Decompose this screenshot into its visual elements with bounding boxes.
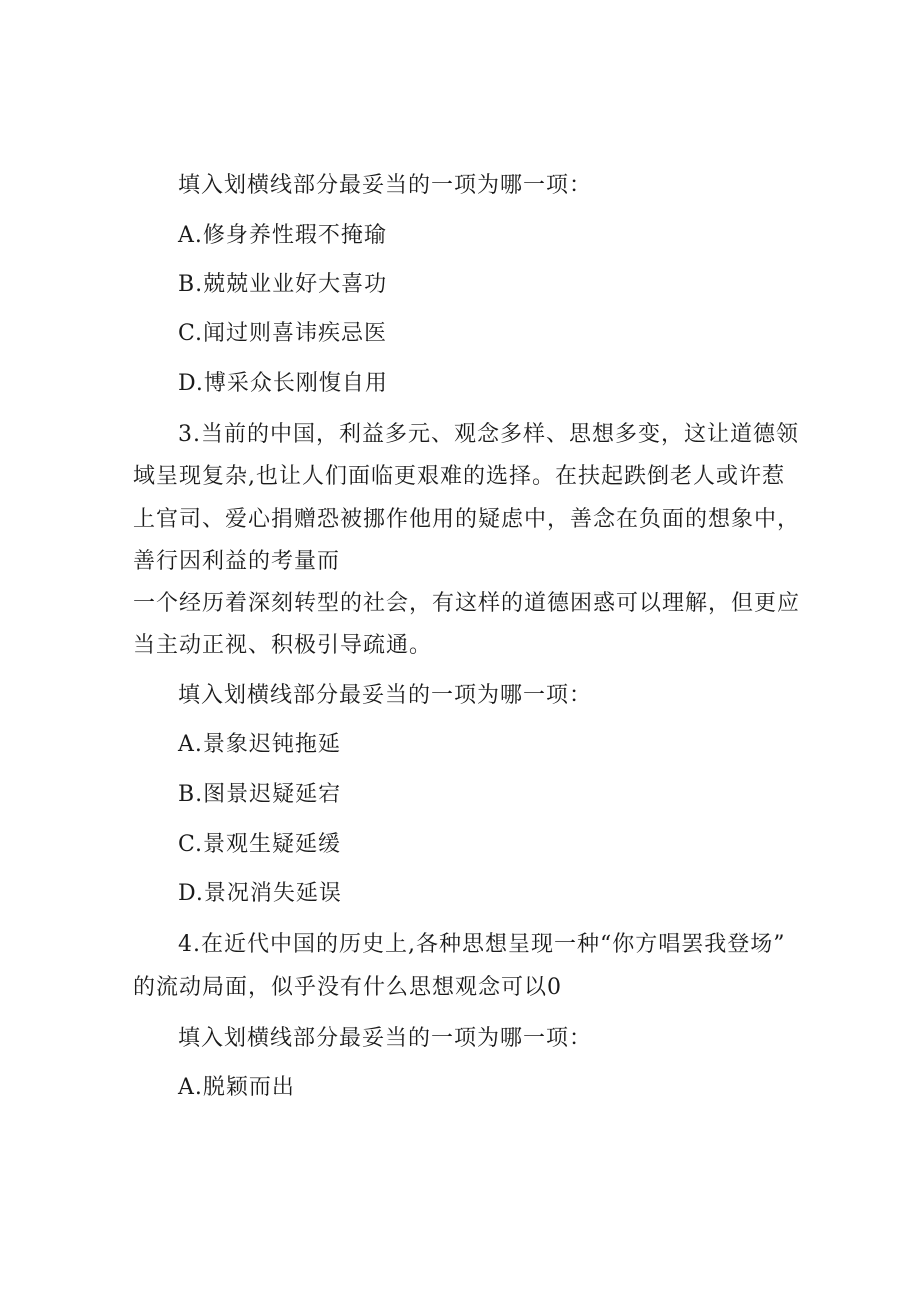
- question-prompt: 填入划横线部分最妥当的一项为哪一项：: [178, 683, 593, 708]
- option-a: A.景象迟钝拖延: [178, 732, 341, 757]
- question-prompt: 填入划横线部分最妥当的一项为哪一项：: [178, 1026, 593, 1051]
- question-4-line-2: 的流动局面，似乎没有什么思想观念可以0: [133, 975, 562, 1000]
- option-b: B.图景迟疑延宕: [178, 782, 342, 807]
- question-3-line-6: 当主动正视、积极引导疏通。: [133, 633, 433, 658]
- question-4-line-1: 4.在近代中国的历史上,各种思想呈现一种“你方唱罢我登场”: [178, 932, 786, 957]
- option-d: D.景况消失延误: [178, 881, 342, 906]
- question-3-line-3: 上官司、爱心捐赠恐被挪作他用的疑虑中，善念在负面的想象中，: [133, 507, 801, 532]
- option-c: C.闻过则喜讳疾忌医: [178, 321, 388, 346]
- question-3-line-1: 3.当前的中国，利益多元、观念多样、思想多变，这让道德领: [178, 422, 799, 447]
- option-c: C.景观生疑延缓: [178, 832, 342, 857]
- question-prompt: 填入划横线部分最妥当的一项为哪一项：: [178, 173, 593, 198]
- option-d: D.博采众长刚愎自用: [178, 371, 388, 396]
- option-a: A.修身养性瑕不掩瑜: [178, 223, 387, 248]
- question-3-line-4: 善行因利益的考量而: [133, 549, 341, 574]
- question-3-line-2: 域呈现复杂,也让人们面临更艰难的选择。在扶起跌倒老人或许惹: [133, 464, 785, 489]
- option-a: A.脱颖而出: [178, 1075, 295, 1100]
- option-b: B.兢兢业业好大喜功: [178, 272, 388, 297]
- question-3-line-5: 一个经历着深刻转型的社会，有这样的道德困惑可以理解，但更应: [133, 591, 801, 616]
